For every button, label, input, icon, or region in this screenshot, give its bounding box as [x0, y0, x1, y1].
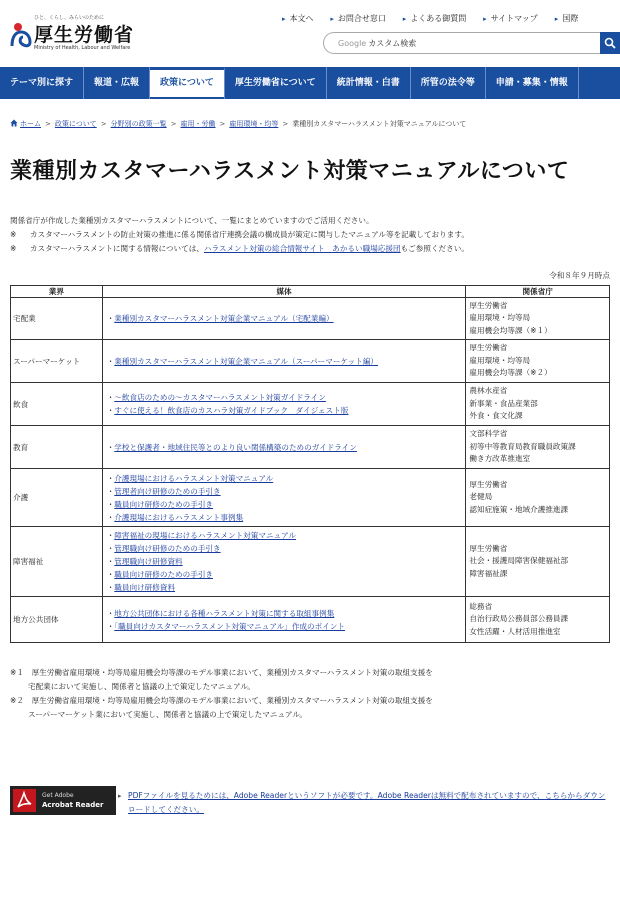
media-link[interactable]: 職員向け研修のための手引き — [114, 499, 214, 509]
badge-line-1: Get Adobe — [42, 792, 74, 799]
media-link[interactable]: 職員向け研修のための手引き — [114, 570, 214, 579]
table-row — [11, 383, 610, 426]
util-link-contact[interactable]: ▸ お問合せ窓口 — [330, 13, 386, 24]
ministry-line: 認知症施策・地域介護推進課 — [469, 504, 569, 514]
header-ministry: 関係省庁 — [466, 286, 610, 298]
nav-tab-policy[interactable]: 政策について — [150, 67, 225, 99]
footnote-1-line-2: 宅配業において実施し、関係者と協議の上で策定したマニュアル。 — [28, 682, 255, 691]
ministry-logo[interactable] — [10, 14, 160, 60]
breadcrumb-policy-list[interactable]: 分野別の政策一覧 — [110, 120, 167, 128]
media-link-item[interactable] — [107, 485, 462, 498]
media-cell — [102, 426, 466, 469]
media-link-item[interactable] — [107, 404, 462, 417]
header-industry: 業界 — [11, 286, 103, 298]
site-header — [0, 0, 620, 66]
table-row — [11, 340, 610, 383]
media-cell — [102, 340, 466, 383]
manual-table — [10, 285, 610, 643]
ministry-line: 女性活躍・人材活用推進室 — [469, 626, 561, 636]
org-name-en: Ministry of Health, Labour and Welfare — [34, 45, 131, 51]
media-link[interactable]: 学校と保護者・地域住民等とのより良い関係構築のためのガイドライン — [114, 442, 357, 452]
media-link[interactable]: 「職員向けカスタマーハラスメント対策マニュアル」作成のポイント — [114, 621, 345, 631]
industry-cell: 地方公共団体 — [11, 597, 103, 643]
breadcrumb-separator: > — [282, 120, 289, 128]
media-link[interactable]: 介護現場におけるハラスメント対策マニュアル — [114, 473, 274, 483]
ministry-line: 雇用環境・均等局 — [469, 313, 531, 323]
media-link-item[interactable] — [107, 542, 462, 555]
media-link-item[interactable] — [107, 472, 462, 485]
adobe-reader-badge[interactable] — [10, 786, 116, 815]
media-link-item[interactable] — [107, 511, 462, 524]
page-title: 業種別カスタマーハラスメント対策マニュアルについて — [10, 159, 570, 184]
footnotes — [10, 666, 433, 722]
table-row — [11, 426, 610, 469]
industry-cell: スーパーマーケット — [11, 340, 103, 383]
header-media: 媒体 — [102, 286, 466, 298]
media-link[interactable]: 職員向け研修資料 — [114, 583, 176, 592]
media-link-item[interactable] — [107, 529, 462, 542]
media-cell — [102, 383, 466, 426]
footnote-2-line-1 — [10, 694, 433, 708]
media-cell — [102, 597, 466, 643]
util-link-sitemap[interactable]: ▸ サイトマップ — [483, 13, 538, 24]
ministry-line: 厚生労働省 — [469, 543, 508, 553]
note-mark: ※ — [10, 230, 17, 239]
ministry-line: 総務省 — [469, 601, 493, 611]
ministry-cell — [466, 298, 610, 340]
breadcrumb-separator: > — [100, 120, 107, 128]
media-link[interactable]: 介護現場におけるハラスメント事例集 — [114, 512, 244, 522]
breadcrumb-separator: > — [219, 120, 226, 128]
industry-cell: 介護 — [11, 469, 103, 527]
table-row — [11, 298, 610, 340]
search-button[interactable] — [600, 32, 620, 54]
ministry-cell — [466, 426, 610, 469]
ministry-line: 障害福祉課 — [469, 568, 508, 578]
media-link[interactable]: 管理職向け研修資料 — [114, 557, 183, 566]
breadcrumb-separator: > — [45, 120, 51, 128]
media-link-item[interactable] — [107, 441, 462, 454]
media-link-item[interactable] — [107, 498, 462, 511]
logo-tagline: ひと、くらし、みらいのために — [34, 15, 105, 21]
media-link-item[interactable] — [107, 607, 462, 620]
nav-tab-press[interactable]: 報道・広報 — [84, 67, 150, 99]
google-label: Google — [338, 39, 367, 48]
media-link-item[interactable] — [107, 568, 462, 581]
ministry-cell — [466, 469, 610, 527]
breadcrumb-equality[interactable]: 雇用環境・均等 — [229, 120, 279, 128]
ministry-line: 雇用環境・均等局 — [469, 355, 531, 365]
search-placeholder: カスタム検索 — [368, 39, 417, 48]
ministry-line: 老健局 — [469, 492, 493, 502]
intro-line-3-post: もご参照ください。 — [400, 244, 469, 253]
ministry-cell — [466, 340, 610, 383]
ministry-line: 初等中等教育局教育職員政策課 — [469, 441, 576, 451]
industry-cell: 飲食 — [11, 383, 103, 426]
ministry-line: 雇用機会均等課（※２） — [469, 368, 552, 378]
org-name: 厚生労働省 — [34, 24, 135, 46]
media-link-item[interactable] — [107, 555, 462, 568]
adobe-reader-download-link[interactable]: ▸ PDFファイルを見るためには、Adobe Readerというソフトが必要です。Adobe Readerは無料で配布されていますので、こちらからダウンロードしてください。 — [128, 789, 608, 817]
breadcrumb — [10, 119, 466, 129]
footnote-text: 厚生労働省雇用環境・均等局雇用機会均等課のモデル事業において、業種別カスタマーハラスメント対策の取組支援を — [31, 668, 433, 677]
ministry-cell — [466, 527, 610, 597]
ministry-line: 農林水産省 — [469, 386, 508, 396]
as-of-date: 令和８年９月時点 — [549, 271, 610, 280]
media-link[interactable]: 地方公共団体における各種ハラスメント対策に関する取組事例集 — [114, 608, 335, 618]
footnote-1-line-1 — [10, 666, 433, 680]
media-link-item[interactable] — [107, 620, 462, 633]
media-link[interactable]: 業種別カスタマーハラスメント対策企業マニュアル（宅配業編） — [114, 314, 334, 323]
ministry-line: 外食・食文化課 — [469, 411, 523, 421]
nav-tab-statistics[interactable]: 統計情報・白書 — [327, 67, 411, 99]
table-header-row — [11, 286, 610, 298]
ministry-line: 厚生労働省 — [469, 300, 508, 310]
harassment-portal-link[interactable]: ハラスメント対策の総合情報サイト あかるい職場応援団 — [203, 244, 401, 253]
search-input[interactable] — [338, 38, 416, 49]
media-link[interactable]: すぐに使える！飲食店のカスハラ対策ガイドブック ダイジェスト版 — [114, 406, 349, 415]
media-link-item[interactable] — [107, 581, 462, 594]
ministry-line: 雇用機会均等課（※１） — [469, 325, 552, 335]
media-link-item[interactable] — [107, 355, 462, 368]
breadcrumb-employment[interactable]: 雇用・労働 — [180, 120, 216, 128]
ministry-line: 新事業・食品産業部 — [469, 398, 538, 408]
badge-line-2: Acrobat Reader — [42, 801, 104, 809]
breadcrumb-home[interactable]: ホーム — [20, 120, 41, 128]
media-link[interactable]: ～飲食店のための～カスタマーハラスメント対策ガイドライン — [114, 393, 326, 402]
footnote-2-line-2: スーパーマーケット業において実施し、関係者と協議の上で策定したマニュアル。 — [28, 710, 307, 719]
nav-tab-applications[interactable]: 申請・募集・情報 — [486, 67, 579, 99]
logo-mark-icon — [10, 22, 32, 48]
ministry-line: 自治行政局公務員部公務員課 — [469, 614, 569, 624]
footnote-mark: ※２ — [10, 696, 24, 705]
breadcrumb-current: 業種別カスタマーハラスメント対策マニュアルについて — [292, 120, 467, 128]
media-link[interactable]: 業種別カスタマーハラスメント対策企業マニュアル（スーパーマーケット編） — [114, 356, 379, 366]
nav-tab-laws[interactable]: 所管の法令等 — [411, 67, 486, 99]
home-icon — [10, 119, 18, 127]
search-icon — [604, 37, 616, 49]
breadcrumb-separator: > — [170, 120, 177, 128]
nav-tab-themes[interactable]: テーマ別に探す — [0, 67, 84, 99]
pdf-icon — [13, 789, 36, 812]
media-link-item[interactable] — [107, 391, 462, 404]
media-cell — [102, 298, 466, 340]
util-link-skip[interactable]: ▸ 本文へ — [282, 13, 314, 24]
table-row — [11, 527, 610, 597]
table-row — [11, 469, 610, 527]
media-link-item[interactable] — [107, 312, 462, 325]
industry-cell: 教育 — [11, 426, 103, 469]
media-link[interactable]: 障害福祉の現場におけるハラスメント対策マニュアル — [114, 531, 297, 540]
media-link[interactable]: 管理者向け研修のための手引き — [114, 486, 221, 496]
global-nav — [0, 67, 620, 99]
intro-line-3-pre: カスタマーハラスメントに関する情報については、 — [30, 244, 204, 253]
search-box[interactable] — [323, 32, 620, 54]
industry-cell: 宅配業 — [11, 298, 103, 340]
footnote-text: 厚生労働省雇用環境・均等局雇用機会均等課のモデル事業において、業種別カスタマーハラスメント対策の取組支援を — [31, 696, 433, 705]
intro-line-2 — [10, 228, 469, 242]
media-link[interactable]: 管理職向け研修のための手引き — [114, 544, 221, 553]
ministry-line: 社会・援護局障害保健福祉部 — [469, 556, 569, 566]
footnote-mark: ※１ — [10, 668, 24, 677]
industry-cell: 障害福祉 — [11, 527, 103, 597]
intro-text — [10, 214, 469, 256]
media-cell — [102, 527, 466, 597]
intro-line-1: 関係省庁が作成した業種別カスタマーハラスメントについて、一覧にまとめていますのでご活用ください。 — [10, 216, 374, 225]
ministry-cell — [466, 383, 610, 426]
utility-links — [282, 13, 620, 25]
note-mark: ※ — [10, 244, 17, 253]
media-cell — [102, 469, 466, 527]
ministry-line: 文部科学省 — [469, 429, 508, 439]
nav-tab-about[interactable]: 厚生労働省について — [225, 67, 327, 99]
intro-line-3 — [10, 242, 469, 256]
ministry-cell — [466, 597, 610, 643]
table-row — [11, 597, 610, 643]
breadcrumb-policy[interactable]: 政策について — [54, 120, 97, 128]
intro-line-2-text: カスタマーハラスメントの防止対策の推進に係る関係省庁連携会議の構成員が策定に関与したマニュアル等を記載しております。 — [30, 230, 469, 239]
util-link-international[interactable]: ▸ 国際 — [555, 13, 579, 24]
ministry-line: 厚生労働省 — [469, 479, 508, 489]
ministry-line: 働き方改革推進室 — [469, 454, 531, 464]
util-link-faq[interactable]: ▸ よくある御質問 — [403, 13, 467, 24]
ministry-line: 厚生労働省 — [469, 343, 508, 353]
